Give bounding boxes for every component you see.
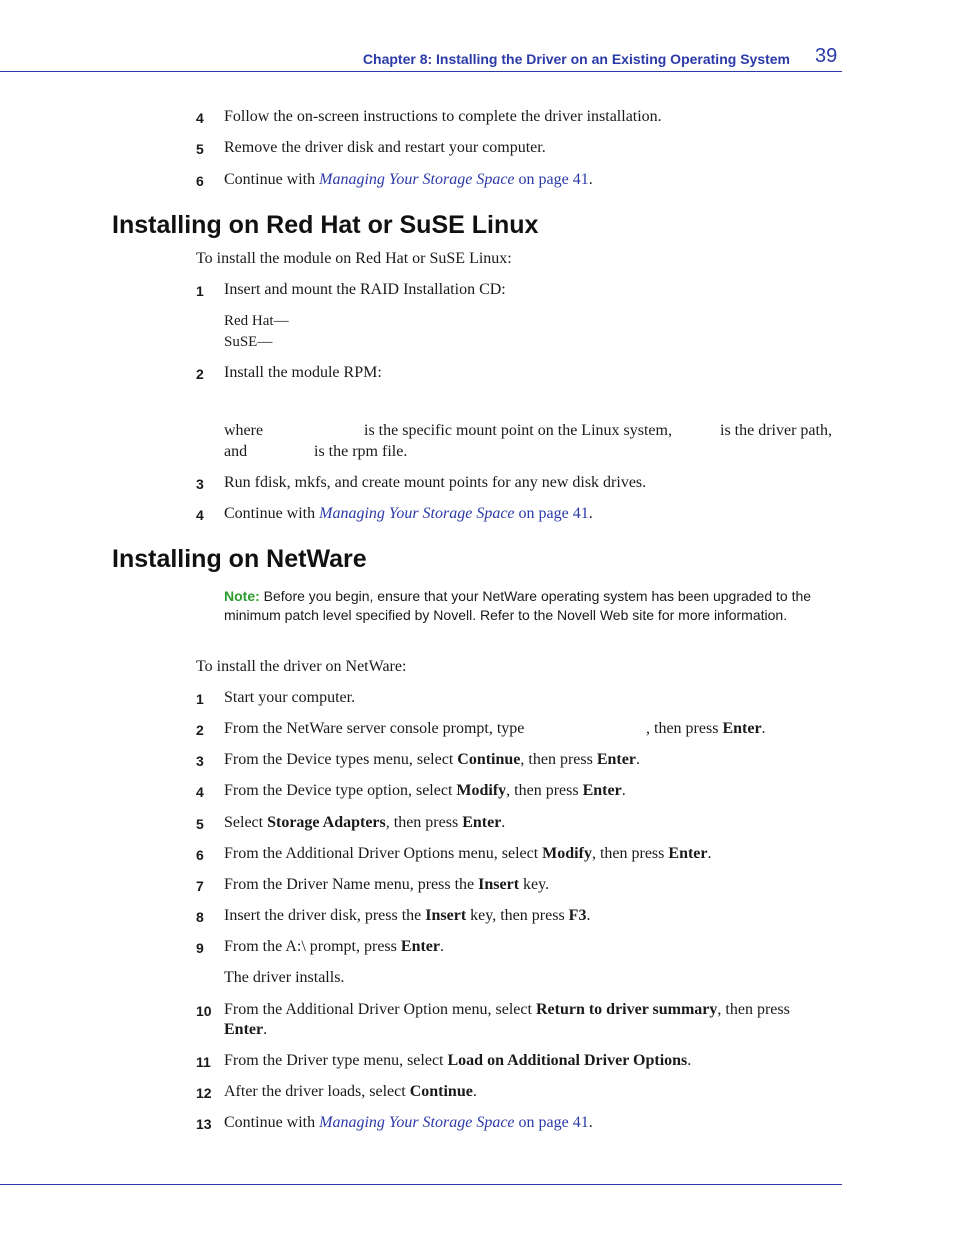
step-text-part: From the Driver Name menu, press the: [224, 876, 479, 893]
bold-term: Insert: [478, 876, 520, 893]
bold-term: Insert: [425, 907, 467, 924]
step-text-part: .: [501, 814, 506, 831]
bold-term: Enter: [462, 814, 502, 831]
cross-reference-link[interactable]: [319, 505, 589, 522]
bold-term: Continue: [457, 751, 521, 768]
step-text-part: , then press: [717, 1001, 790, 1018]
step-number: 5: [196, 141, 204, 157]
step-number: 11: [196, 1054, 211, 1070]
note-text: Before you begin, ensure that your NetWare operating system has been upgraded to the minimum patch level specified by Novell. Refer to the Novell Web site for more information.: [224, 588, 812, 623]
mount-point-text: is the specific mount point on the Linux system,: [364, 422, 672, 439]
step-text-prefix: Continue with: [224, 171, 320, 188]
step-number: 13: [196, 1116, 212, 1132]
step-number: 6: [196, 173, 204, 189]
step-text-part: Select: [224, 814, 268, 831]
step-text: Install the module RPM:: [224, 364, 382, 381]
step-number: 6: [196, 847, 204, 863]
bold-term: F3: [568, 907, 587, 924]
section-intro: To install the driver on NetWare:: [196, 658, 407, 675]
link-title[interactable]: Managing Your Storage Space: [319, 505, 515, 522]
suse-label: SuSE—: [224, 334, 273, 350]
key-enter: Enter: [722, 720, 762, 737]
step-text: [224, 814, 505, 832]
step-number: 9: [196, 940, 204, 956]
step-number: 10: [196, 1003, 212, 1019]
step-text-part: .: [761, 720, 766, 737]
running-head: Chapter 8: Installing the Driver on an Existing Operating System: [362, 51, 790, 67]
step-text-line2: [224, 1021, 267, 1039]
step-text: [224, 1114, 593, 1132]
step-text-part: key.: [519, 876, 550, 893]
step-text: Follow the on-screen instructions to complete the driver installation.: [224, 108, 662, 125]
note-block: [224, 587, 844, 625]
step-text-part: , then press: [520, 751, 597, 768]
step-text-part: From the A:\ prompt, press: [224, 938, 401, 955]
step-text: Insert and mount the RAID Installation CD:: [224, 281, 506, 298]
step-text-part: .: [635, 751, 640, 768]
bold-term: Return to driver summary: [535, 1001, 718, 1018]
section-heading-netware: Installing on NetWare: [112, 545, 367, 573]
step-text-part: , then press: [646, 720, 723, 737]
bold-term: Enter: [668, 845, 708, 862]
step-text-part: .: [440, 938, 444, 955]
bold-term: Storage Adapters: [267, 814, 386, 831]
link-title[interactable]: Managing Your Storage Space: [319, 1114, 515, 1131]
step-text-part: .: [472, 1083, 477, 1100]
bold-term: Load on Additional Driver Options: [447, 1052, 688, 1069]
step-text-part: .: [263, 1021, 268, 1038]
bold-term: Modify: [542, 845, 592, 862]
step-text-part: , then press: [506, 782, 583, 799]
and-word: and: [224, 443, 248, 460]
step-number: 4: [196, 507, 204, 523]
step-number: 1: [196, 283, 204, 299]
bold-term: Enter: [596, 751, 636, 768]
redhat-label: Red Hat—: [224, 313, 289, 329]
step-text-part: From the Driver type menu, select: [224, 1052, 448, 1069]
driver-path-text: is the driver path,: [720, 422, 832, 439]
header-rule: [0, 71, 842, 72]
step-text-suffix: .: [588, 1114, 593, 1131]
step-text: [224, 1052, 691, 1070]
step-number: 1: [196, 691, 204, 707]
section-heading-redhat: Installing on Red Hat or SuSE Linux: [112, 211, 539, 239]
section-intro: To install the module on Red Hat or SuSE Linux:: [196, 250, 512, 267]
step-number: 4: [196, 110, 204, 126]
step-text-prefix: Continue with: [224, 1114, 320, 1131]
step-number: 3: [196, 476, 204, 492]
link-page[interactable]: on page 41: [514, 171, 589, 188]
step-text: Run fdisk, mkfs, and create mount points for any new disk drives.: [224, 474, 647, 491]
step-number: 2: [196, 366, 204, 382]
step-text-part: Insert the driver disk, press the: [224, 907, 426, 924]
step-text-part: From the Additional Driver Option menu, select: [224, 1001, 536, 1018]
step-text-part: .: [707, 845, 712, 862]
rpm-file-text: is the rpm file.: [314, 443, 408, 460]
step-text-suffix: .: [588, 171, 593, 188]
step-text-suffix: .: [588, 505, 593, 522]
step-text: [224, 1001, 790, 1019]
link-page[interactable]: on page 41: [514, 1114, 589, 1131]
step-text-part: , then press: [591, 845, 669, 862]
step-text: [224, 782, 626, 800]
cross-reference-link[interactable]: [319, 171, 589, 188]
step-text-part: After the driver loads, select: [224, 1083, 410, 1100]
step-number: 4: [196, 784, 204, 800]
link-page[interactable]: on page 41: [514, 505, 589, 522]
step-text-part: From the Additional Driver Options menu, select: [224, 845, 543, 862]
step-text-part: From the Device type option, select: [224, 782, 457, 799]
bold-term: Modify: [456, 782, 507, 799]
step-number: 8: [196, 909, 204, 925]
step-text: [224, 876, 549, 894]
step-number: 3: [196, 753, 204, 769]
step-result-text: The driver installs.: [224, 969, 345, 986]
step-text-part: From the Device types menu, select: [224, 751, 458, 768]
step-text: [224, 907, 590, 925]
step-text: From the NetWare server console prompt, type: [224, 720, 525, 737]
step-text: [224, 938, 444, 956]
step-text-prefix: Continue with: [224, 505, 320, 522]
step-number: 7: [196, 878, 204, 894]
bold-term: Enter: [582, 782, 622, 799]
step-text-part: .: [621, 782, 626, 799]
step-text-part: .: [687, 1052, 692, 1069]
step-number: 12: [196, 1085, 212, 1101]
link-title[interactable]: Managing Your Storage Space: [319, 171, 515, 188]
step-number: 2: [196, 722, 204, 738]
bold-term: Enter: [224, 1021, 264, 1038]
step-text-continued: [646, 720, 766, 738]
cross-reference-link[interactable]: [319, 1114, 589, 1131]
page-number: 39: [815, 45, 838, 67]
step-text: [224, 845, 712, 863]
step-text: [224, 171, 593, 189]
step-text-part: key, then press: [466, 907, 569, 924]
step-text: [224, 505, 593, 523]
step-text-part: .: [586, 907, 591, 924]
footer-rule: [0, 1184, 842, 1185]
step-text: [224, 751, 640, 769]
step-text: Start your computer.: [224, 689, 356, 706]
bold-term: Enter: [400, 938, 440, 955]
step-number: 5: [196, 816, 204, 832]
where-word: where: [224, 422, 264, 439]
note-label: Note:: [224, 588, 260, 604]
step-text: Remove the driver disk and restart your computer.: [224, 139, 546, 156]
step-text: [224, 1083, 477, 1101]
bold-term: Continue: [409, 1083, 473, 1100]
step-text-part: , then press: [385, 814, 463, 831]
